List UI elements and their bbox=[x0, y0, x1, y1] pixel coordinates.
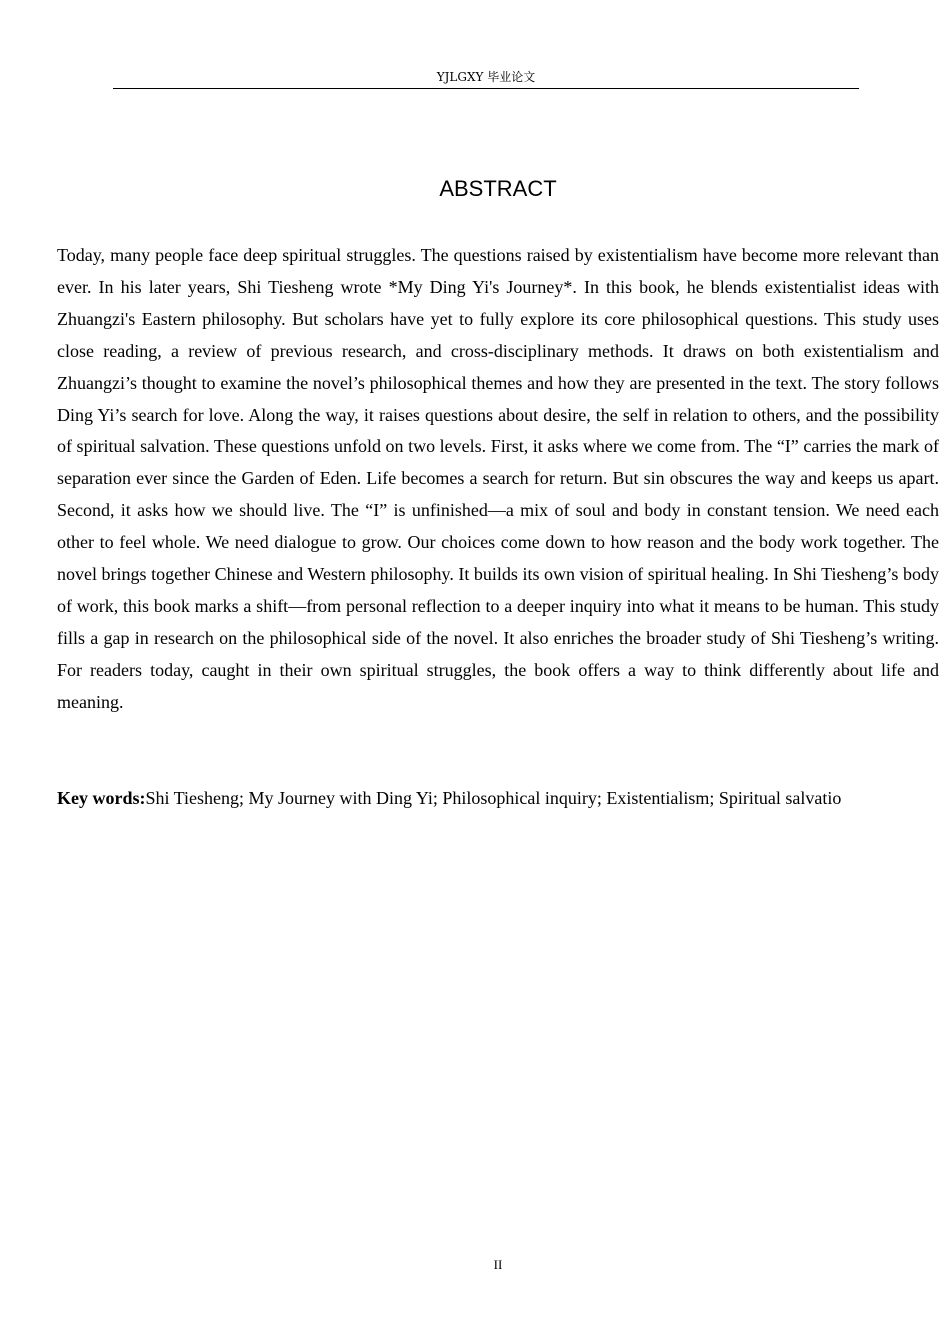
keywords-label: Key words: bbox=[57, 788, 146, 808]
abstract-title: ABSTRACT bbox=[439, 176, 557, 201]
abstract-body: Today, many people face deep spiritual struggles. The questions raised by existentialism have become more relevant than ever. In his later years, Shi Tiesheng wrote *My Ding Yi's Journey*. In this book, he blends existentialist ideas with Zhuangzi's Eastern philosophy. But scholars have yet to fully explore its core philosophical questions. This study uses close reading, a review of previous research, and cross-disciplinary methods. It draws on both existentialism and Zhuangzi’s thought to examine the novel’s philosophical themes and how they are presented in the text. The story follows Ding Yi’s search for love. Along the way, it raises questions about desire, the self in relation to others, and the possibility of spiritual salvation. These questions unfold on two levels. First, it asks where we come from. The “I” carries the mark of separation ever since the Garden of Eden. Life becomes a search for return. But sin obscures the way and keeps us apart. Second, it asks how we should live. The “I” is unfinished—a mix of soul and body in constant tension. We need each other to feel whole. We need dialogue to grow. Our choices come down to how reason and the body work together. The novel brings together Chinese and Western philosophy. It builds its own vision of spiritual healing. In Shi Tiesheng’s body of work, this book marks a shift—from personal reflection to a deeper inquiry into what it means to be human. This study fills a gap in research on the philosophical side of the novel. It also enriches the broader study of Shi Tiesheng’s writing. For readers today, caught in their own spiritual struggles, the book offers a way to think differently about life and meaning. bbox=[57, 245, 939, 712]
page-number: II bbox=[493, 1257, 503, 1272]
keywords-text: Shi Tiesheng; My Journey with Ding Yi; Philosophical inquiry; Existentialism; Spiritual salvatio bbox=[145, 788, 842, 808]
header-text: YJLGXY 毕业论文 bbox=[436, 70, 536, 84]
page-header bbox=[113, 68, 859, 89]
keywords bbox=[57, 783, 939, 813]
